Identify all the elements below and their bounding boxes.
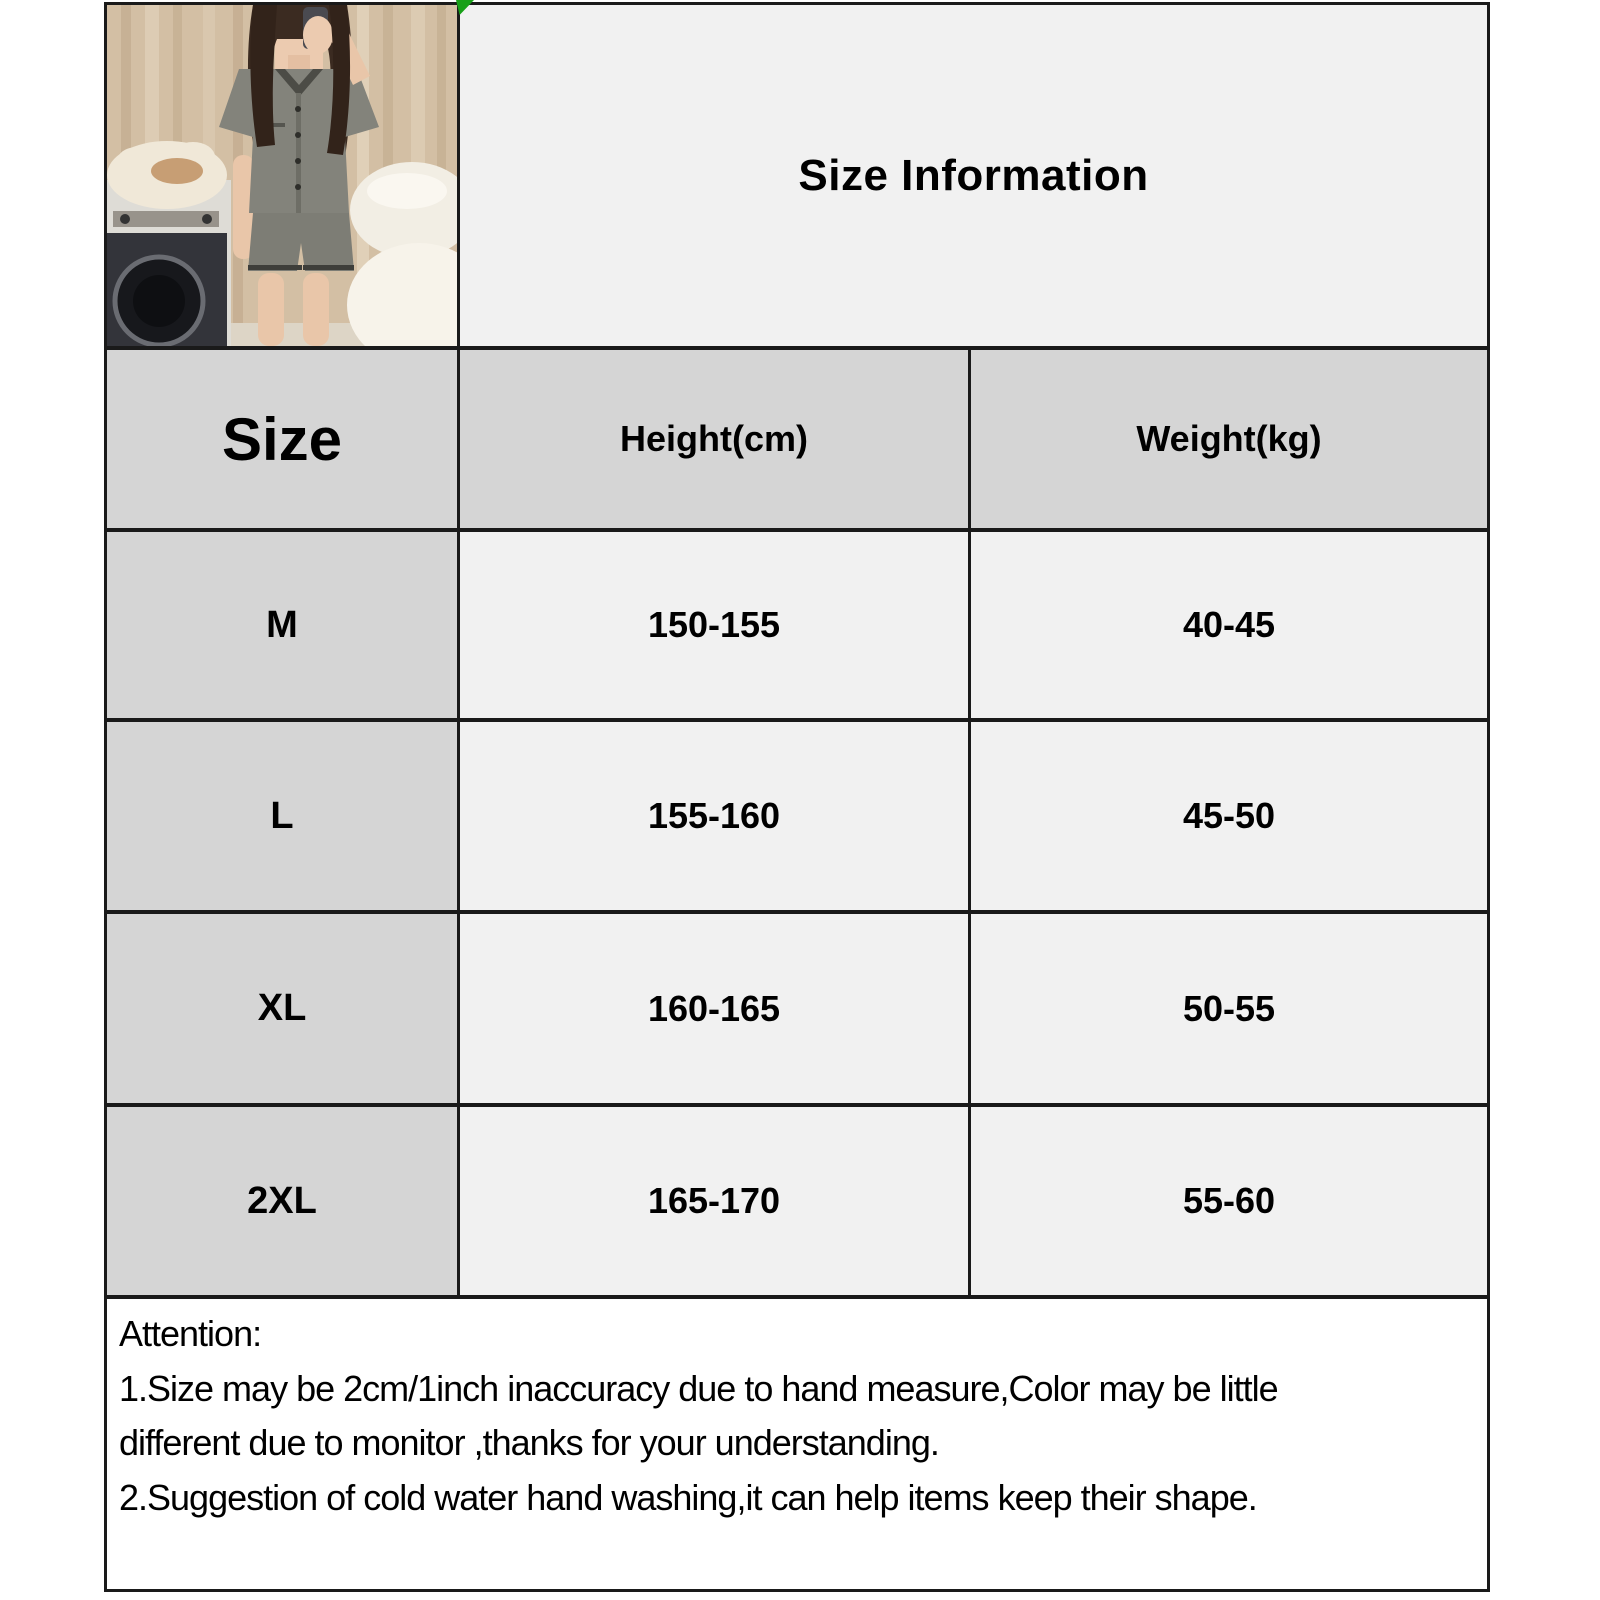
- size-information-table: [104, 2, 1490, 1592]
- column-header-height: Height(cm): [460, 350, 968, 528]
- attention-note: [107, 1299, 1487, 1589]
- page-title-cell: [460, 5, 1487, 346]
- weight-cell-l: 45-50: [971, 722, 1487, 910]
- size-cell-xl: XL: [107, 914, 457, 1103]
- weight-cell-2xl: 55-60: [971, 1107, 1487, 1295]
- attention-line-1: 1.Size may be 2cm/1inch inaccuracy due to hand measure,Color may be little: [119, 1367, 1278, 1409]
- column-header-size: Size: [107, 350, 457, 528]
- height-cell-2xl: 165-170: [460, 1107, 968, 1295]
- height-cell-l: 155-160: [460, 722, 968, 910]
- page-title: Size Information: [798, 150, 1149, 200]
- attention-heading: Attention:: [119, 1313, 262, 1354]
- attention-line-1-cont: different due to monitor ,thanks for your understanding.: [119, 1422, 939, 1464]
- weight-cell-xl: 50-55: [971, 914, 1487, 1103]
- size-cell-l: L: [107, 722, 457, 910]
- size-cell-m: M: [107, 532, 457, 718]
- product-photo: [107, 5, 457, 346]
- height-cell-xl: 160-165: [460, 914, 968, 1103]
- size-cell-2xl: 2XL: [107, 1107, 457, 1295]
- attention-line-2: 2.Suggestion of cold water hand washing,it can help items keep their shape.: [119, 1477, 1257, 1519]
- weight-cell-m: 40-45: [971, 532, 1487, 718]
- column-header-weight: Weight(kg): [971, 350, 1487, 528]
- height-cell-m: 150-155: [460, 532, 968, 718]
- product-photo-illustration: [107, 5, 457, 346]
